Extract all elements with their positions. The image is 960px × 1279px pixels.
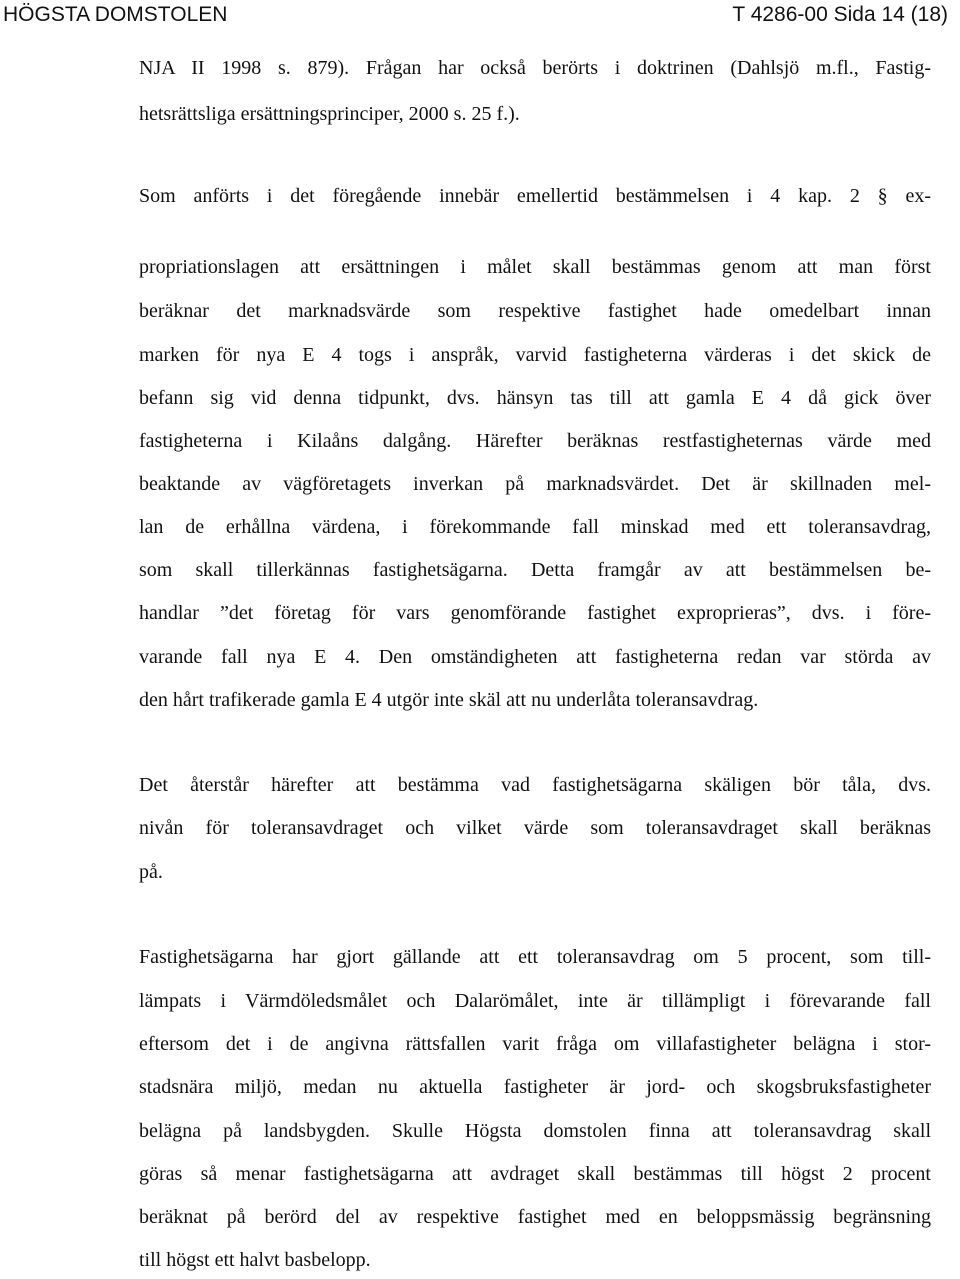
text-line: på. bbox=[139, 861, 163, 883]
text-line: propriationslagen att ersättningen i målet skall bestämmas genom att man först bbox=[139, 256, 931, 278]
text-line: handlar ”det företag för vars genomförande fastighet exproprieras”, dvs. i före- bbox=[139, 602, 931, 624]
text-line: lämpats i Värmdöledsmålet och Dalarömålet, inte är tillämpligt i förevarande fall bbox=[139, 990, 931, 1012]
text-line: befann sig vid denna tidpunkt, dvs. hänsyn tas till att gamla E 4 då gick över bbox=[139, 387, 931, 409]
text-line: den hårt trafikerade gamla E 4 utgör inte skäl att nu underlåta toleransavdrag. bbox=[139, 689, 759, 711]
text-line: stadsnära miljö, medan nu aktuella fastigheter är jord- och skogsbruksfastigheter bbox=[139, 1076, 931, 1098]
text-line: till högst ett halvt basbelopp. bbox=[139, 1249, 371, 1271]
text-line: NJA II 1998 s. 879). Frågan har också berörts i doktrinen (Dahlsjö m.fl., Fastig- bbox=[139, 57, 931, 79]
text-line: Det återstår härefter att bestämma vad fastighetsägarna skäligen bör tåla, dvs. bbox=[139, 774, 931, 796]
case-page-number: T 4286-00 Sida 14 (18) bbox=[732, 3, 948, 26]
text-line: eftersom det i de angivna rättsfallen varit fråga om villafastigheter belägna i stor- bbox=[139, 1033, 931, 1055]
page-header bbox=[0, 0, 960, 30]
text-line: beräknat på berörd del av respektive fastighet med en beloppsmässig begränsning bbox=[139, 1206, 931, 1228]
text-line: Som anförts i det föregående innebär emellertid bestämmelsen i 4 kap. 2 § ex- bbox=[139, 185, 931, 207]
court-name: HÖGSTA DOMSTOLEN bbox=[3, 3, 228, 26]
text-line: fastigheterna i Kilaåns dalgång. Härefter beräknas restfastigheternas värde med bbox=[139, 430, 931, 452]
text-line: marken för nya E 4 togs i anspråk, varvid fastigheterna värderas i det skick de bbox=[139, 344, 931, 366]
text-line: göras så menar fastighetsägarna att avdraget skall bestämmas till högst 2 procent bbox=[139, 1163, 931, 1185]
text-line: lan de erhållna värdena, i förekommande fall minskad med ett toleransavdrag, bbox=[139, 516, 931, 538]
text-line: Fastighetsägarna har gjort gällande att ett toleransavdrag om 5 procent, som till- bbox=[139, 946, 931, 968]
text-line: belägna på landsbygden. Skulle Högsta domstolen finna att toleransavdrag skall bbox=[139, 1120, 931, 1142]
text-line: beräknar det marknadsvärde som respektive fastighet hade omedelbart innan bbox=[139, 300, 931, 322]
text-line: hetsrättsliga ersättningsprinciper, 2000 s. 25 f.). bbox=[139, 103, 520, 125]
text-line: nivån för toleransavdraget och vilket värde som toleransavdraget skall beräknas bbox=[139, 817, 931, 839]
text-line: som skall tillerkännas fastighetsägarna. Detta framgår av att bestämmelsen be- bbox=[139, 559, 931, 581]
text-line: varande fall nya E 4. Den omständigheten att fastigheterna redan var störda av bbox=[139, 646, 931, 668]
text-line: beaktande av vägföretagets inverkan på marknadsvärdet. Det är skillnaden mel- bbox=[139, 473, 931, 495]
